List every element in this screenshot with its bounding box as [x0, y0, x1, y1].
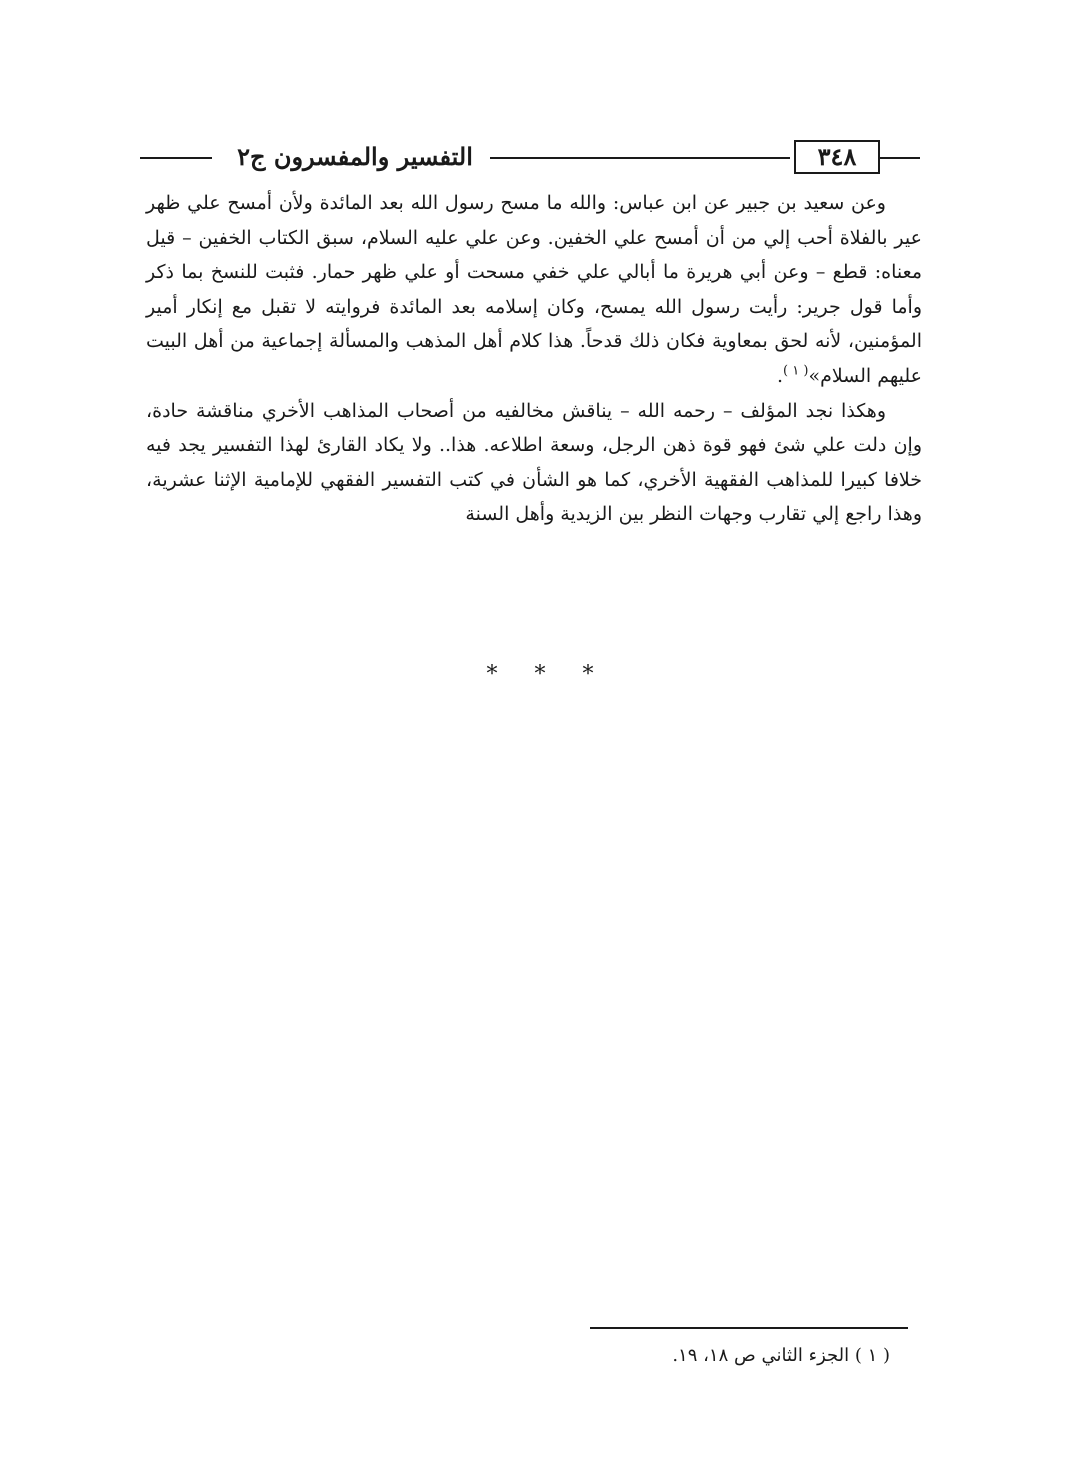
body-text	[146, 186, 922, 532]
footnote-1: ( ١ ) الجزء الثاني ص ١٨، ١٩.	[672, 1345, 890, 1366]
page-number: ٣٤٨	[794, 140, 880, 174]
header-rule-right	[880, 157, 920, 159]
section-separator: * * *	[486, 662, 594, 687]
running-title: التفسير والمفسرون ج٢	[237, 142, 473, 171]
footnote-rule	[590, 1327, 908, 1329]
paragraph-1	[146, 186, 922, 394]
header-rule-left	[140, 157, 212, 159]
paragraph-2: وهكذا نجد المؤلف – رحمه الله – يناقش مخالفيه من أصحاب المذاهب الأخري مناقشة حادة، وإن دلت علي شئ فهو قوة ذهن الرجل، وسعة اطلاعه. هذا.. ولا يكاد القارئ لهذا التفسير يجد فيه خلافا كبيرا للمذاهب الفقهية الأخري، كما هو الشأن في كتب التفسير الفقهي للإمامية الإثنا عشرية، وهذا راجع إلي تقارب وجهات النظر بين الزيدية وأهل السنة	[146, 399, 922, 526]
header-rule-middle	[490, 157, 790, 159]
footnote-reference: ( ١ )	[783, 363, 809, 379]
paragraph-1-text: وعن سعيد بن جبير عن ابن عباس: والله ما مسح رسول الله بعد المائدة ولأن أمسح علي ظهر عير بالفلاة أحب إلي من أن أمسح علي الخفين. وعن علي عليه السلام، سبق الكتاب الخفين – قيل معناه: قطع – وعن أبي هريرة ما أبالي علي خفي مسحت أو علي ظهر حمار. فثبت للنسخ بما ذكر وأما قول جرير: رأيت رسول الله يمسح، وكان إسلامه بعد المائدة فروايته لا تقبل مع إنكار أمير المؤمنين، لأنه لحق بمعاوية فكان ذلك قدحاً. هذا كلام أهل المذهب والمسألة إجماعية من أهل البيت عليهم السلام»	[146, 192, 922, 387]
page-header	[140, 138, 920, 178]
paragraph-1-end: .	[776, 364, 784, 387]
